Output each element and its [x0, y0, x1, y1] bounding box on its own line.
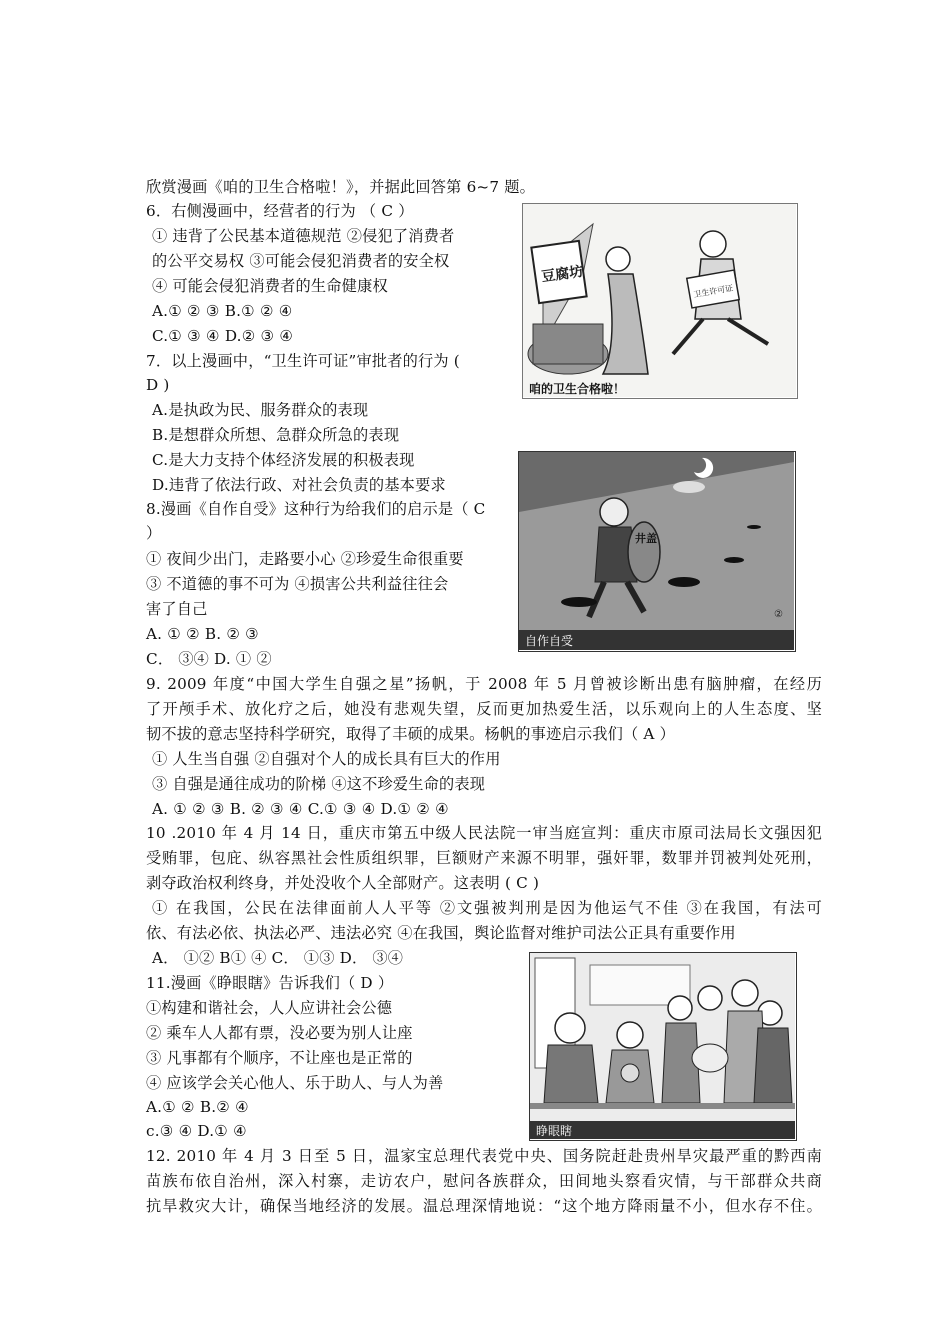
cartoon-2-mark: ②	[774, 609, 783, 620]
q10-line-3: 剥夺政治权利终身，并处没收个人全部财产。这表明 ( C )	[146, 874, 540, 892]
q6-choices-ab: A.① ② ③ B.① ② ④	[152, 302, 293, 320]
q7-option-c: C.是大力支持个体经济发展的积极表现	[152, 451, 415, 469]
q9-line-1: 9. 2009 年度“中国大学生自强之星”扬帆，于 2008 年 5 月曾被诊断出患有脑肿瘤，在经历	[146, 675, 822, 693]
q6-choices-cd: C.① ③ ④ D.② ③ ④	[152, 327, 294, 345]
q8-option-line-2: ③ 不道德的事不可为 ④损害公共利益往往会	[146, 575, 449, 593]
q11-option-1: ①构建和谐社会，人人应讲社会公德	[146, 999, 393, 1017]
q9-option-line-1: ① 人生当自强 ②自强对个人的成长具有巨大的作用	[152, 750, 501, 768]
question-6: 6．右侧漫画中，经营者的行为 （ C ）	[146, 202, 414, 220]
q6-option-line-3: ④ 可能会侵犯消费者的生命健康权	[152, 277, 388, 295]
question-11: 11.漫画《睁眼瞎》告诉我们（ D ）	[146, 974, 394, 992]
cartoon-eyes-open-blind	[529, 952, 797, 1141]
cartoon-2-caption: 自作自受	[525, 634, 574, 648]
q11-choices-cd: c.③ ④ D.① ④	[146, 1122, 247, 1140]
cartoon-self-inflicted	[518, 451, 796, 652]
certificate-text: 卫生许可证	[692, 283, 734, 300]
shop-sign-text: 豆腐坊	[540, 263, 585, 286]
q9-option-line-2: ③ 自强是通往成功的阶梯 ④这不珍爱生命的表现	[152, 775, 486, 793]
q10-choices: A． ①② B① ④ C． ①③ D． ③④	[152, 949, 404, 967]
q8-option-line-3: 害了自己	[146, 600, 208, 618]
q7-option-a: A.是执政为民、服务群众的表现	[152, 401, 369, 419]
q8-choices-ab: A. ① ② B. ② ③	[146, 625, 259, 643]
q11-option-3: ③ 凡事都有个顺序，不让座也是正常的	[146, 1049, 413, 1067]
q11-option-2: ② 乘车人人都有票，没必要为别人让座	[146, 1024, 413, 1042]
q10-line-1: 10 .2010 年 4 月 14 日，重庆市第五中级人民法院一审当庭宣判：重庆市原司法局长文强因犯	[146, 824, 822, 842]
q6-option-line-2: 的公平交易权 ③可能会侵犯消费者的安全权	[152, 252, 450, 270]
intro-line: 欣赏漫画《咱的卫生合格啦！》，并据此回答第 6~7 题。	[146, 178, 536, 196]
q8-choices-cd: C． ③④ D. ① ②	[146, 650, 272, 668]
q10-option-line-1: ① 在我国，公民在法律面前人人平等 ②文强被判刑是因为他运气不佳 ③在我国，有法可	[152, 899, 822, 917]
q10-line-2: 受贿罪，包庇、纵容黑社会性质组织罪，巨额财产来源不明罪，强奸罪，数罪并罚被判处死刑，	[146, 849, 822, 867]
q9-line-3: 韧不拔的意志坚持科学研究，取得了丰硕的成果。杨帆的事迹启示我们（ A ）	[146, 725, 676, 743]
q12-line-2: 苗族布依自治州，深入村寨，走访农户，慰问各族群众，田间地头察看灾情，与干部群众共商	[146, 1172, 822, 1190]
q9-line-2: 了开颅手术、放化疗之后，她没有悲观失望，反而更加热爱生活，以乐观向上的人生态度、坚	[146, 700, 822, 718]
q12-line-1: 12. 2010 年 4 月 3 日至 5 日，温家宝总理代表党中央、国务院赶赴贵州旱灾最严重的黔西南	[146, 1147, 822, 1165]
question-7: 7．以上漫画中，“卫生许可证”审批者的行为 (	[146, 352, 460, 370]
cartoon-1-caption: 咱的卫生合格啦！	[529, 382, 626, 396]
question-7-answer: D )	[146, 376, 170, 394]
manhole-cover-text: 井盖	[635, 532, 657, 545]
q6-option-line-1: ① 违背了公民基本道德规范 ②侵犯了消费者	[152, 227, 455, 245]
question-8: 8.漫画《自作自受》这种行为给我们的启示是（ C	[146, 500, 486, 518]
question-8-bracket: ）	[146, 524, 162, 542]
q7-option-b: B.是想群众所想、急群众所急的表现	[152, 426, 400, 444]
cartoon-3-caption: 睁眼瞎	[536, 1124, 573, 1138]
q11-choices-ab: A.① ② B.② ④	[146, 1098, 249, 1116]
q12-line-3: 抗旱救灾大计，确保当地经济的发展。温总理深情地说：“这个地方降雨量不小，但水存不住。	[146, 1197, 822, 1215]
q11-option-4: ④ 应该学会关心他人、乐于助人、与人为善	[146, 1074, 444, 1092]
q8-option-line-1: ① 夜间少出门，走路要小心 ②珍爱生命很重要	[146, 550, 464, 568]
q9-choices: A. ① ② ③ B. ② ③ ④ C.① ③ ④ D.① ② ④	[152, 800, 449, 818]
cartoon-hygiene-certificate	[522, 203, 798, 399]
q7-option-d: D.违背了依法行政、对社会负责的基本要求	[152, 476, 446, 494]
q10-option-line-2: 依、有法必依、执法必严、违法必究 ④在我国，舆论监督对维护司法公正具有重要作用	[146, 924, 736, 942]
